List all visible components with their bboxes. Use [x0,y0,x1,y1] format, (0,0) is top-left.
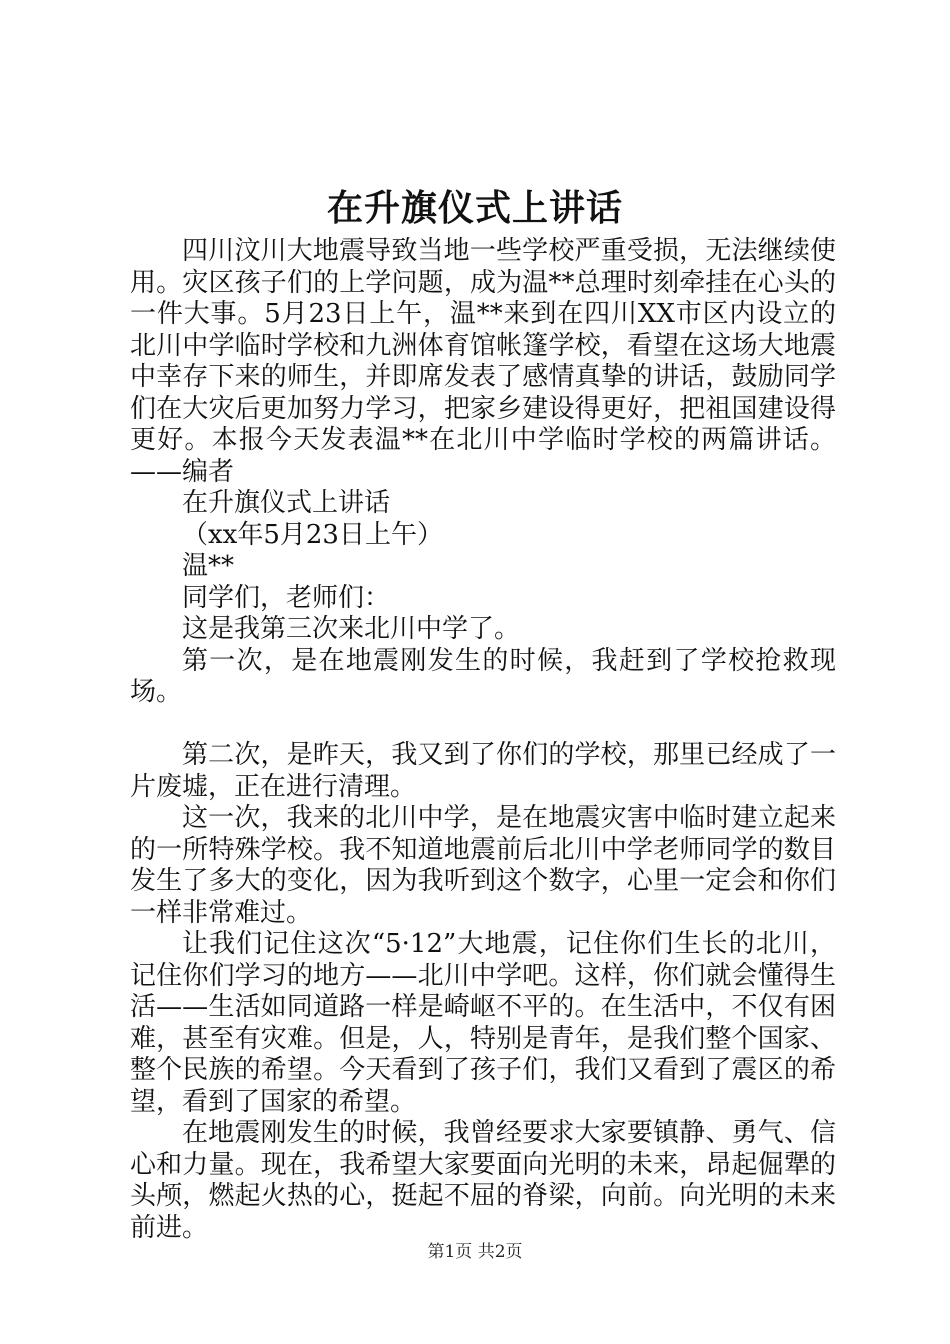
blank-line [130,709,836,741]
body-paragraph: 第一次，是在地震刚发生的时候，我赶到了学校抢救现场。 [130,645,836,707]
page-number-footer: 第1页 共2页 [427,1242,523,1262]
document-body [130,236,836,1244]
body-paragraph: 这一次，我来的北川中学，是在地震灾害中临时建立起来的一所特殊学校。我不知道地震前后北川中学老师同学的数目发生了多大的变化，因为我听到这个数字，心里一定会和你们一样非常难过。 [130,803,836,928]
speech-title: 在升旗仪式上讲话 [182,488,391,518]
body-paragraph: 让我们记住这次“5·12”大地震，记住你们生长的北川，记住你们学习的地方——北川中学吧。这样，你们就会懂得生活——生活如同道路一样是崎岖不平的。在生活中，不仅有困难，甚至有灾难。但是，人，特别是青年，是我们整个国家、整个民族的希望。今天看到了孩子们，我们又看到了震区的希望，看到了国家的希望。 [130,929,836,1117]
body-paragraph: 这是我第三次来北川中学了。 [182,614,521,644]
body-paragraph: 第二次，是昨天，我又到了你们的学校，那里已经成了一片废墟，正在进行清理。 [130,740,836,802]
body-paragraph: 在地震刚发生的时候，我曾经要求大家要镇静、勇气、信心和力量。现在，我希望大家要面向光明的未来，昂起倔犟的头颅，燃起火热的心，挺起不屈的脊梁，向前。向光明的未来前进。 [130,1118,836,1243]
speaker-name: 温** [182,551,235,581]
document-title: 在升旗仪式上讲话 [326,187,623,229]
greeting: 同学们，老师们： [182,582,391,613]
speech-date: （xx年5月23日上午） [182,519,443,550]
intro-paragraph: 四川汶川大地震导致当地一些学校严重受损，无法继续使用。灾区孩子们的上学问题，成为温**总理时刻牵挂在心头的一件大事。5月23日上午，温**来到在四川XX市区内设立的北川中学临时学校和九洲体育馆帐篷学校，看望在这场大地震中幸存下来的师生，并即席发表了感情真挚的讲话，鼓励同学们在大灾后更加努力学习，把家乡建设得更好，把祖国建设得更好。本报今天发表温**在北川中学临时学校的两篇讲话。——编者 [130,236,836,487]
